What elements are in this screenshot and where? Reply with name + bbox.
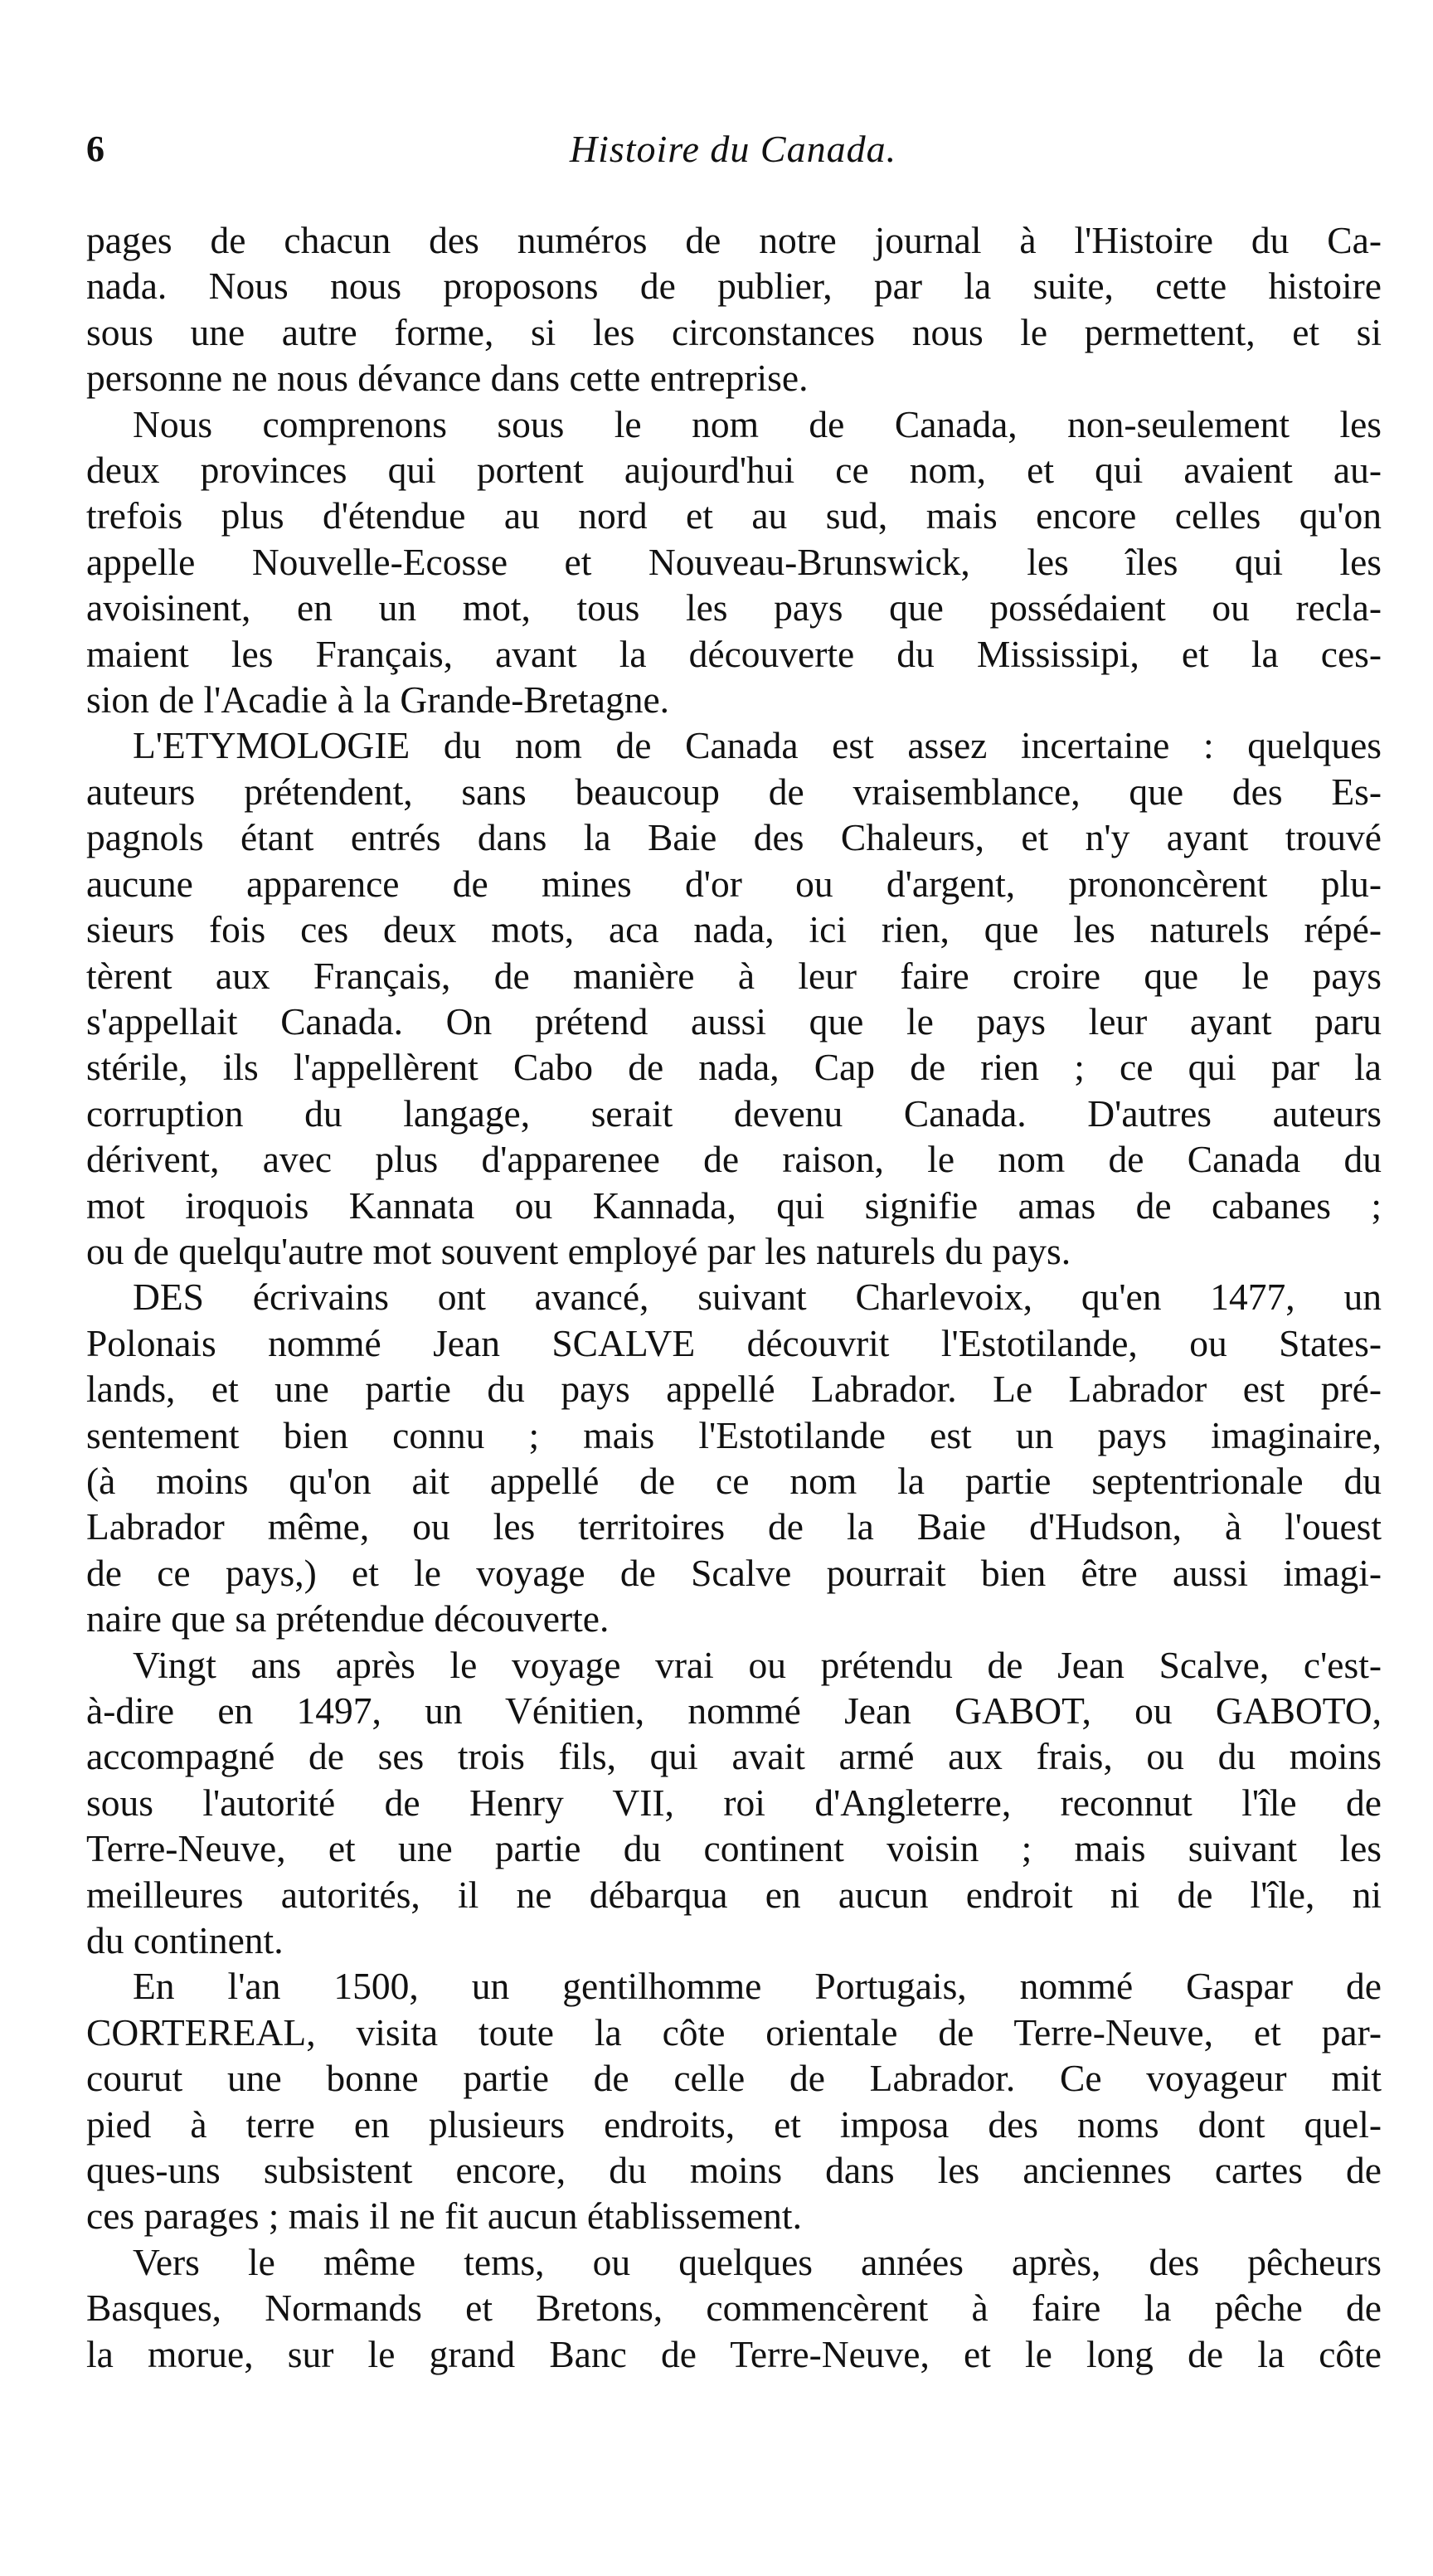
text-line: maient les Français, avant la découverte du Mississipi, et la ces- xyxy=(86,632,1382,675)
text-line: nada. Nous nous proposons de publier, par la suite, cette histoire xyxy=(86,265,1382,308)
running-head xyxy=(86,124,1380,191)
paragraph xyxy=(86,217,1382,401)
text-line: lands, et une partie du pays appellé Labrador. Le Labrador est pré- xyxy=(86,1368,1382,1411)
text-line: de ce pays,) et le voyage de Scalve pourrait bien être aussi imagi- xyxy=(86,1551,1382,1594)
paragraph xyxy=(86,722,1382,1274)
text-line: corruption du langage, serait devenu Canada. D'autres auteurs xyxy=(86,1091,1382,1135)
paragraph xyxy=(86,401,1382,723)
text-line: Terre-Neuve, et une partie du continent voisin ; mais suivant les xyxy=(86,1827,1382,1870)
text-line: naire que sa prétendue découverte. xyxy=(86,1597,610,1640)
text-line: En l'an 1500, un gentilhomme Portugais, nommé Gaspar de xyxy=(133,1965,1382,2008)
text-line: CORTEREAL, visita toute la côte orientale de Terre-Neuve, et par- xyxy=(86,2010,1382,2054)
text-line: ques-uns subsistent encore, du moins dans les anciennes cartes de xyxy=(86,2149,1382,2192)
text-line: pages de chacun des numéros de notre journal à l'Histoire du Ca- xyxy=(86,219,1382,261)
text-line: accompagné de ses trois fils, qui avait armé aux frais, ou du moins xyxy=(86,1735,1382,1778)
text-line: s'appellait Canada. On prétend aussi que le pays leur ayant paru xyxy=(86,999,1382,1043)
page-header-title: Histoire du Canada. xyxy=(569,128,897,170)
text-line: ces parages ; mais il ne fit aucun établissement. xyxy=(86,2194,802,2238)
text-line: sous l'autorité de Henry VII, roi d'Angleterre, reconnut l'île de xyxy=(86,1781,1382,1824)
text-line: Polonais nommé Jean SCALVE découvrit l'Estotilande, ou States- xyxy=(86,1321,1382,1364)
text-line: tèrent aux Français, de manière à leur faire croire que le pays xyxy=(86,954,1382,997)
text-line: appelle Nouvelle-Ecosse et Nouveau-Brunswick, les îles qui les xyxy=(86,540,1382,583)
text-line: Vingt ans après le voyage vrai ou prétendu de Jean Scalve, c'est- xyxy=(133,1643,1382,1686)
text-line: stérile, ils l'appellèrent Cabo de nada, Cap de rien ; ce qui par la xyxy=(86,1046,1382,1089)
text-line: meilleures autorités, il ne débarqua en aucun endroit ni de l'île, ni xyxy=(86,1873,1382,1916)
body-text xyxy=(86,217,1382,2377)
paragraph xyxy=(86,1642,1382,1964)
text-line: pagnols étant entrés dans la Baie des Chaleurs, et n'y ayant trouvé xyxy=(86,816,1382,859)
text-line: mot iroquois Kannata ou Kannada, qui signifie amas de cabanes ; xyxy=(86,1184,1382,1227)
text-line: la morue, sur le grand Banc de Terre-Neuve, et le long de la côte xyxy=(86,2332,1382,2375)
text-line: du continent. xyxy=(86,1919,284,1962)
text-line: à-dire en 1497, un Vénitien, nommé Jean GABOT, ou GABOTO, xyxy=(86,1689,1382,1732)
text-line: ou de quelqu'autre mot souvent employé par les naturels du pays. xyxy=(86,1229,1071,1272)
text-line: pied à terre en plusieurs endroits, et imposa des noms dont quel- xyxy=(86,2102,1382,2146)
text-line: sieurs fois ces deux mots, aca nada, ici rien, que les naturels répé- xyxy=(86,908,1382,951)
text-line: aucune apparence de mines d'or ou d'argent, prononcèrent plu- xyxy=(86,862,1382,905)
text-line: sion de l'Acadie à la Grande-Bretagne. xyxy=(86,678,670,722)
text-line: DES écrivains ont avancé, suivant Charlevoix, qu'en 1477, un xyxy=(133,1276,1382,1319)
text-line: auteurs prétendent, sans beaucoup de vraisemblance, que des Es- xyxy=(86,770,1382,813)
text-line: Vers le même tems, ou quelques années après, des pêcheurs xyxy=(133,2240,1382,2283)
paragraph xyxy=(86,2239,1382,2377)
text-line: dérivent, avec plus d'apparenee de raison, le nom de Canada du xyxy=(86,1138,1382,1181)
page-number: 6 xyxy=(86,129,104,169)
text-line: courut une bonne partie de celle de Labrador. Ce voyageur mit xyxy=(86,2057,1382,2100)
text-line: L'ETYMOLOGIE du nom de Canada est assez incertaine : quelques xyxy=(133,724,1382,767)
text-line: Nous comprenons sous le nom de Canada, non-seulement les xyxy=(133,402,1382,445)
text-line: (à moins qu'on ait appellé de ce nom la partie septentrionale du xyxy=(86,1459,1382,1502)
text-line: sous une autre forme, si les circonstances nous le permettent, et si xyxy=(86,310,1382,353)
text-line: avoisinent, en un mot, tous les pays que possédaient ou recla- xyxy=(86,586,1382,629)
text-line: Basques, Normands et Bretons, commencèrent à faire la pêche de xyxy=(86,2287,1382,2330)
text-line: Labrador même, ou les territoires de la Baie d'Hudson, à l'ouest xyxy=(86,1505,1382,1548)
text-line: sentement bien connu ; mais l'Estotilande est un pays imaginaire, xyxy=(86,1413,1382,1456)
text-line: deux provinces qui portent aujourd'hui ce nom, et qui avaient au- xyxy=(86,449,1382,492)
text-line: personne ne nous dévance dans cette entreprise. xyxy=(86,357,809,400)
paragraph xyxy=(86,1963,1382,2238)
paragraph xyxy=(86,1274,1382,1641)
text-line: trefois plus d'étendue au nord et au sud, mais encore celles qu'on xyxy=(86,494,1382,537)
